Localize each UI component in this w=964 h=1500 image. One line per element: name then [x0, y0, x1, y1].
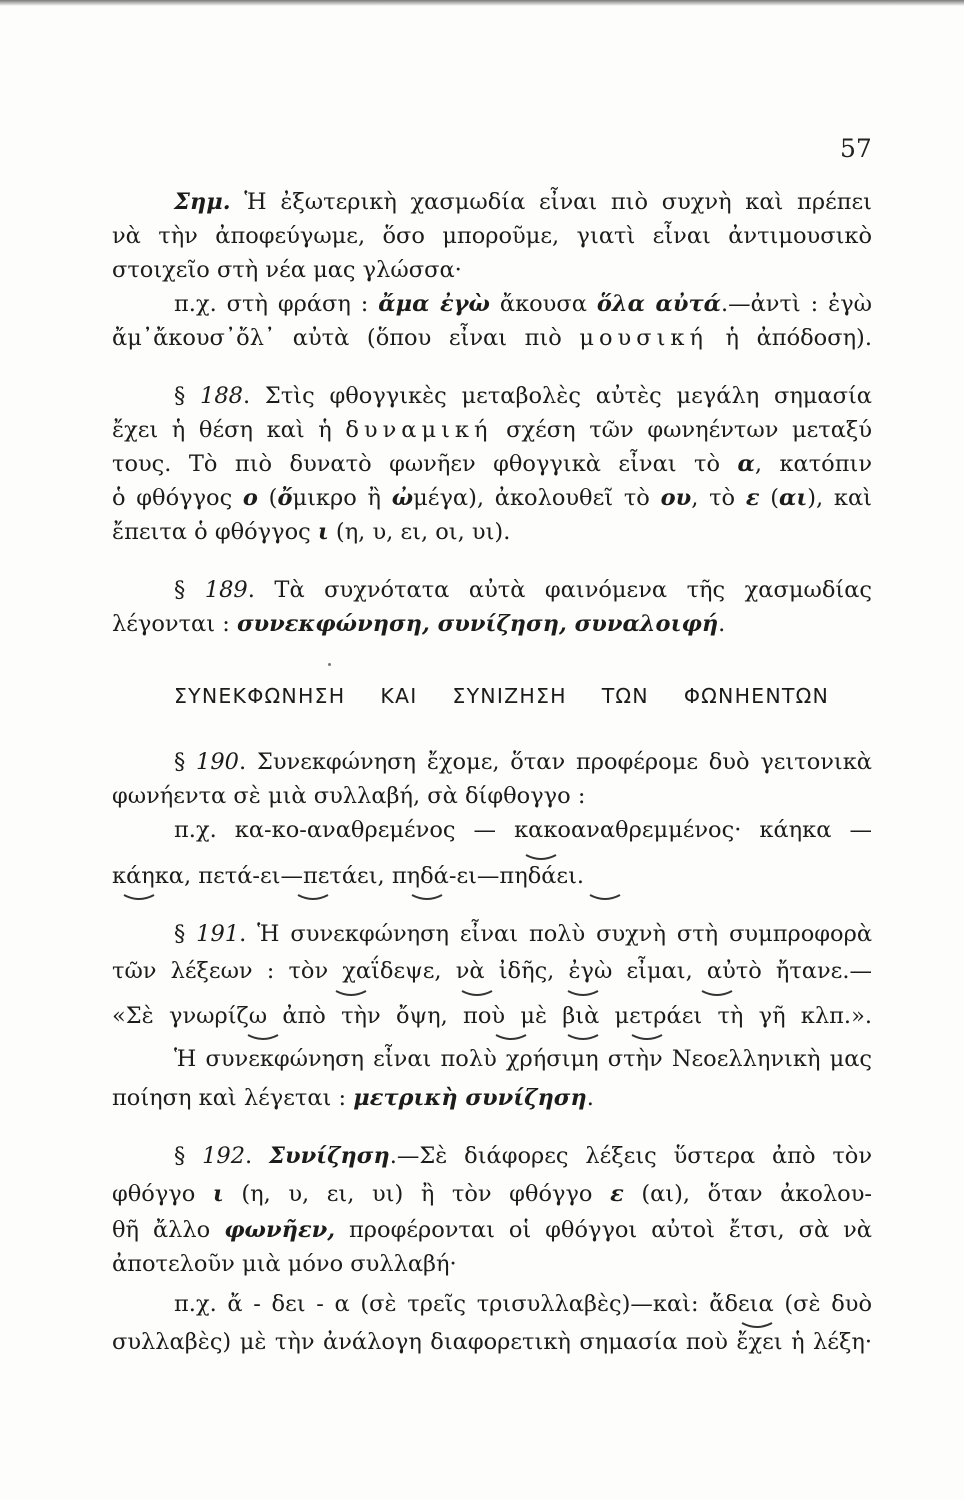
text-line [112, 221, 872, 251]
text-segment: τῶν λέξεων : τὸν χαΐδεψε, νὰ ἰδῆς, ἐγὼ εἶμαι, αὐτὸ ἤτανε.— [112, 958, 872, 984]
text-segment: θῆ ἄλλο [112, 1217, 225, 1243]
tie-mark [460, 989, 494, 999]
text-line [112, 323, 872, 353]
text-segment: . [718, 611, 726, 637]
text-segment: σχέση τῶν φωνηέντων μεταξύ [492, 417, 872, 443]
text-segment: ι [317, 519, 329, 545]
text-segment: ὅλα αὐτά [596, 291, 721, 317]
scan-speck [328, 663, 331, 666]
text-segment: § [174, 1143, 203, 1169]
text-line [112, 415, 872, 445]
text-segment: ἔπειτα ὁ φθόγγος [112, 519, 318, 545]
text-line [174, 747, 872, 777]
tie-mark [566, 1033, 600, 1043]
text-segment: . Συνεκφώνηση ἔχομε, ὅταν προφέρομε δυὸ γειτονικὰ [239, 749, 872, 775]
text-segment: 190 [196, 749, 239, 775]
text-segment: ὁ φθόγγος [112, 485, 243, 511]
tie-mark [410, 893, 444, 903]
text-line [174, 575, 872, 605]
text-line [112, 483, 872, 513]
text-segment: μουσική [579, 325, 708, 351]
text-segment: π.χ. στὴ φράση : [174, 291, 379, 317]
text-line [112, 255, 872, 285]
text-line [174, 289, 872, 319]
text-segment: . [245, 1143, 270, 1169]
text-line [112, 1083, 872, 1113]
text-segment: ), καὶ [807, 485, 872, 511]
text-segment: ε [610, 1181, 624, 1207]
text-segment: ι [212, 1181, 224, 1207]
tie-mark [524, 853, 558, 863]
text-segment: προφέρονται οἱ φθόγγοι αὐτοὶ ἔτσι, σὰ νὰ [335, 1217, 873, 1243]
text-segment: π.χ. ἄ - δει - α (σὲ τρεῖς τρισυλλαβὲς)—καὶ: ἄδεια (σὲ δυὸ [174, 1291, 872, 1317]
text-segment: , κατόπιν [754, 451, 872, 477]
text-segment: § [174, 921, 197, 947]
text-segment: ΣΥΝΕΚΦΩΝΗΣΗ ΚΑΙ ΣΥΝΙΖΗΣΗ ΤΩΝ ΦΩΝΗΕΝΤΩΝ [174, 684, 829, 708]
text-segment: κάηκα, πετά-ει—πετάει, πηδά-ει—πηδάει. [112, 863, 585, 889]
text-line [112, 781, 872, 811]
text-segment: (η, υ, ει, οι, υι). [328, 519, 511, 545]
tie-mark [494, 1033, 528, 1043]
text-line [112, 861, 872, 891]
text-segment: .—Σὲ διάφορες λέξεις ὕστερα ἀπὸ τὸν [389, 1143, 873, 1169]
text-segment: ἡ ἀπόδοση). [707, 325, 872, 351]
text-segment: ( [257, 485, 278, 511]
text-segment: μετρικὴ συνίζηση [353, 1085, 587, 1111]
text-line [174, 1289, 872, 1319]
text-segment: φωνήεντα σὲ μιὰ συλλαβή, σὰ δίφθογγο : [112, 783, 586, 809]
tie-mark [566, 989, 600, 999]
text-segment: 192 [202, 1143, 246, 1169]
text-segment: ὠ [391, 485, 414, 511]
text-line [174, 1141, 872, 1171]
text-segment: . Τὰ συχνότατα αὐτὰ φαινόμενα τῆς χασμωδίας [247, 577, 872, 603]
text-segment: μικρο ἢ [292, 485, 392, 511]
text-line [112, 1249, 872, 1279]
text-segment: ὄ [277, 485, 293, 511]
text-segment: 191 [196, 921, 240, 947]
tie-mark [630, 1033, 664, 1043]
text-segment: π.χ. κα-κο-αναθρεμένος — κακοαναθρεμμένος· κάηκα — [174, 817, 872, 843]
text-segment: «Σὲ γνωρίζω ἀπὸ τὴν ὄψη, ποὺ μὲ βιὰ μετράει τὴ γῆ κλπ.». [112, 1003, 872, 1029]
text-segment: § [174, 577, 205, 603]
text-line [112, 956, 872, 986]
text-segment: αι [779, 485, 808, 511]
text-segment: Σημ. [174, 189, 231, 215]
text-segment: ἔχει ἡ θέση καὶ ἡ [112, 417, 346, 443]
text-line [112, 1179, 872, 1209]
text-segment: Ἡ ἐξωτερικὴ χασμωδία εἶναι πιὸ συχνὴ καὶ πρέπει [230, 189, 872, 215]
tie-mark [588, 893, 622, 903]
text-segment: § [174, 749, 197, 775]
tie-mark [296, 893, 330, 903]
text-segment: φωνῆεν, [224, 1217, 336, 1243]
text-segment: § [174, 383, 201, 409]
text-segment: ἄμ᾿ἄκουσ᾿ὄλ᾿ αὐτὰ (ὅπου εἶναι πιὸ [112, 325, 580, 351]
text-segment: ἀποτελοῦν μιὰ μόνο συλλαβή· [112, 1251, 457, 1277]
text-line [174, 815, 872, 845]
text-segment: ε [745, 485, 760, 511]
tie-mark [700, 989, 734, 999]
section-heading [174, 681, 829, 711]
text-line [174, 1044, 872, 1074]
text-segment: ( [759, 485, 780, 511]
text-line [174, 187, 872, 217]
text-segment: στοιχεῖο στὴ νέα μας γλώσσα· [112, 257, 462, 283]
text-segment: συλλαβὲς) μὲ τὴν ἀνάλογη διαφορετικὴ σημασία ποὺ ἔχει ἡ λέξη· [112, 1329, 872, 1355]
text-segment: λέγονται : [112, 611, 237, 637]
text-line [112, 449, 872, 479]
text-segment: . [586, 1085, 594, 1111]
text-segment: (αι), ὅταν ἀκολου- [623, 1181, 872, 1207]
text-segment: (η, υ, ει, υι) ἢ τὸν φθόγγο [223, 1181, 611, 1207]
tie-mark [246, 1033, 280, 1043]
text-segment: .—ἀντὶ : ἐγὼ [720, 291, 873, 317]
tie-mark [122, 893, 156, 903]
text-line [112, 1327, 872, 1357]
text-segment: , τὸ [691, 485, 746, 511]
tie-mark [740, 1321, 774, 1331]
text-line [112, 517, 872, 547]
page-number: 57 [840, 134, 872, 163]
text-line [174, 919, 872, 949]
text-segment: φθόγγο [112, 1181, 213, 1207]
scan-edge [0, 0, 964, 6]
text-segment: ο [242, 485, 258, 511]
text-segment: δυναμική [345, 417, 493, 443]
text-segment: Ἡ συνεκφώνηση εἶναι πολὺ χρήσιμη στὴν Νεοελληνικὴ μας [174, 1046, 872, 1072]
text-line [112, 609, 872, 639]
text-segment: Συνίζηση [269, 1143, 390, 1169]
text-segment: ἄμα ἐγὼ [378, 291, 490, 317]
text-segment: 188 [200, 383, 243, 409]
text-line [112, 1215, 872, 1245]
text-segment: συνεκφώνηση, συνίζηση, συναλοιφή [236, 611, 719, 637]
text-segment: . Ἡ συνεκφώνηση εἶναι πολὺ συχνὴ στὴ συμπροφορὰ [239, 921, 873, 947]
text-segment: α [737, 451, 755, 477]
text-segment: . Στὶς φθογγικὲς μεταβολὲς αὐτὲς μεγάλη σημασία [242, 383, 872, 409]
text-segment: μέγα), ἀκολουθεῖ τὸ [413, 485, 661, 511]
text-segment: ου [660, 485, 692, 511]
text-segment: 189 [204, 577, 248, 603]
text-segment: ποίηση καὶ λέγεται : [112, 1085, 354, 1111]
text-line [112, 1001, 872, 1031]
tie-mark [334, 989, 368, 999]
text-line [174, 381, 872, 411]
text-segment: νὰ τὴν ἀποφεύγωμε, ὅσο μποροῦμε, γιατὶ εἶναι ἀντιμουσικὸ [112, 223, 872, 249]
text-segment: ἄκουσα [489, 291, 597, 317]
text-segment: τους. Τὸ πιὸ δυνατὸ φωνῆεν φθογγικὰ εἶναι τὸ [112, 451, 738, 477]
